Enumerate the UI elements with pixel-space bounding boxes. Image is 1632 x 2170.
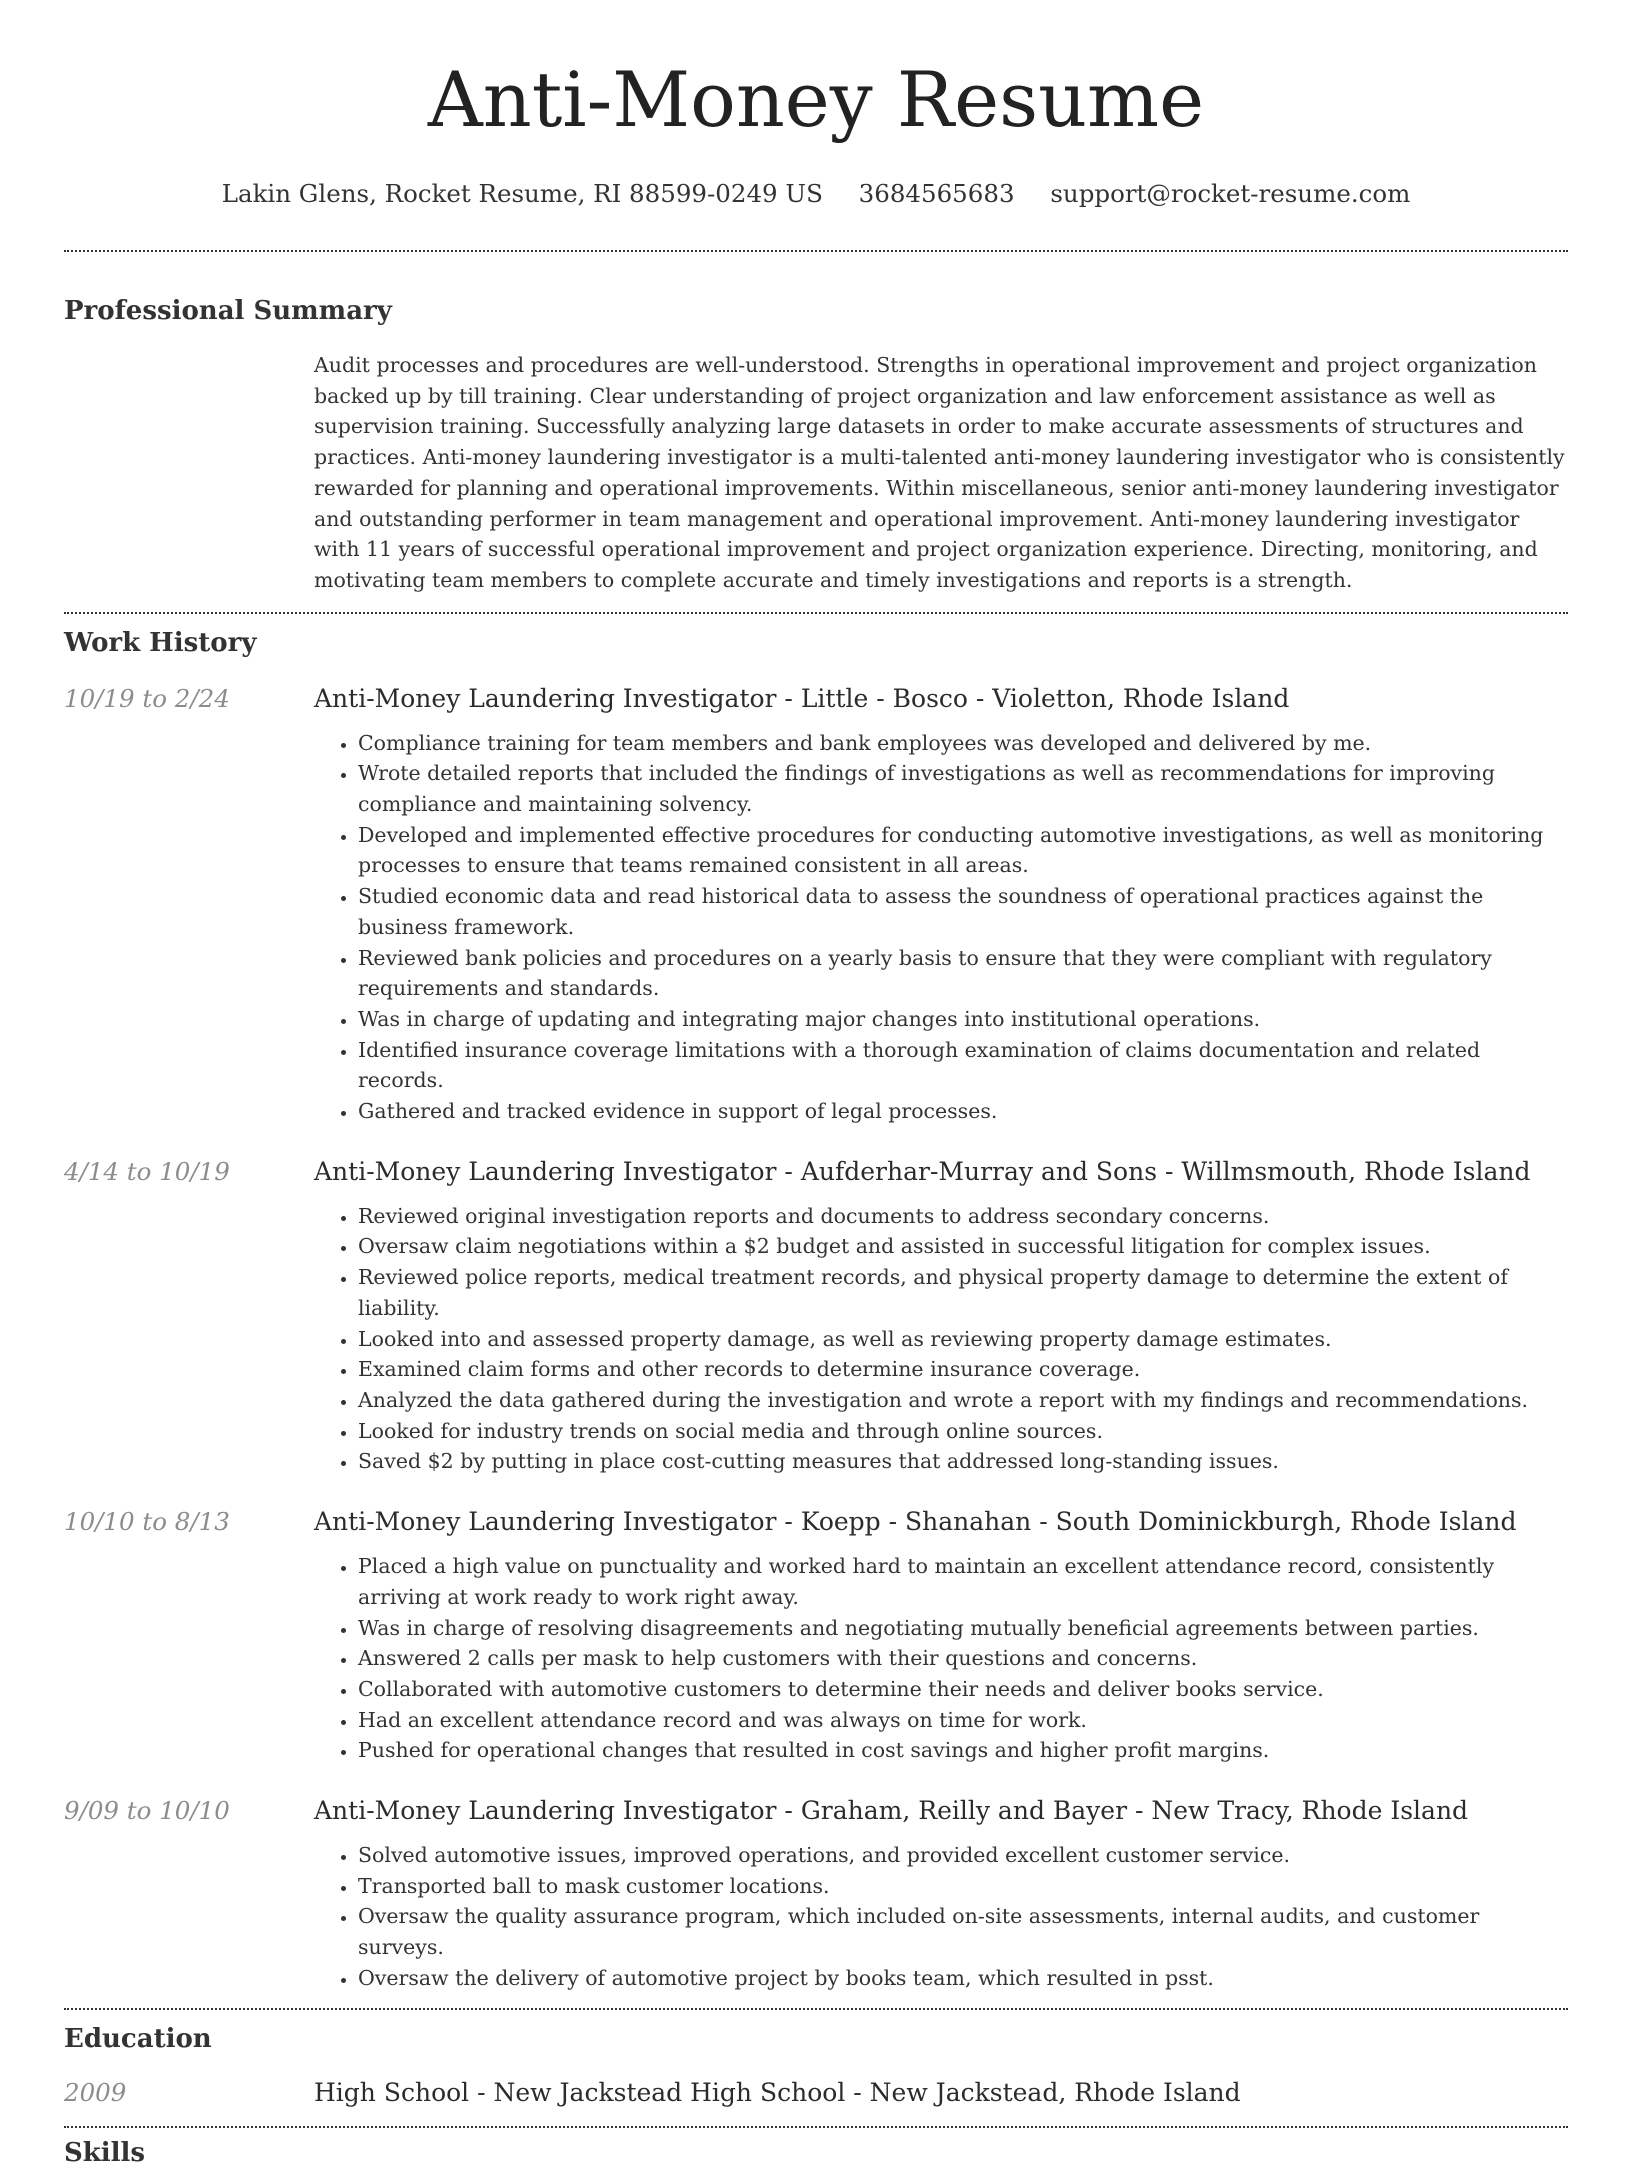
education-entry [64, 2074, 1568, 2112]
job-title: Anti-Money Laundering Investigator - Koepp - Shanahan - South Dominickburgh, Rhode Island [314, 1507, 1517, 1537]
job-date: 10/19 to 2/24 [64, 683, 230, 713]
job-entry [64, 1503, 1568, 1766]
job-duty: • Looked for industry trends on social media and through online sources. [358, 1416, 1568, 1447]
job-duties [314, 728, 1568, 1127]
job-date: 4/14 to 10/19 [64, 1156, 230, 1186]
job-duty: • Studied economic data and read historical data to assess the soundness of operational practices against the business framework. [358, 881, 1568, 942]
job-duty: • Pushed for operational changes that resulted in cost savings and higher profit margins. [358, 1735, 1568, 1766]
summary-section [64, 294, 1568, 596]
skills-title: Skills [64, 2137, 146, 2168]
job-duty: • Oversaw claim negotiations within a $2 budget and assisted in successful litigation for complex issues. [358, 1231, 1568, 1262]
section-divider [64, 2008, 1568, 2010]
section-divider [64, 250, 1568, 252]
education-title: Education [64, 2023, 212, 2054]
job-duty: • Wrote detailed reports that included the findings of investigations as well as recommendations for improving compliance and maintaining solvency. [358, 758, 1568, 819]
job-duty: • Reviewed bank policies and procedures on a yearly basis to ensure that they were compliant with regulatory requirements and standards. [358, 943, 1568, 1004]
job-duty: • Analyzed the data gathered during the investigation and wrote a report with my findings and recommendations. [358, 1385, 1568, 1416]
skills-section [64, 2136, 1568, 2170]
job-duty: • Compliance training for team members and bank employees was developed and delivered by me. [358, 728, 1568, 759]
job-date: 10/10 to 8/13 [64, 1507, 230, 1537]
summary-title: Professional Summary [64, 296, 392, 326]
job-duties [314, 1840, 1568, 1994]
job-duty: • Was in charge of updating and integrating major changes into institutional operations. [358, 1004, 1568, 1035]
job-date: 9/09 to 10/10 [64, 1796, 230, 1826]
job-duty: • Reviewed original investigation reports and documents to address secondary concerns. [358, 1201, 1568, 1232]
education-date: 2009 [64, 2077, 127, 2107]
job-entry [64, 680, 1568, 1127]
job-duty: • Placed a high value on punctuality and worked hard to maintain an excellent attendance record, consistently arriving at work ready to work right away. [358, 1551, 1568, 1612]
job-duty: • Looked into and assessed property damage, as well as reviewing property damage estimates. [358, 1324, 1568, 1355]
job-duty: • Answered 2 calls per mask to help customers with their questions and concerns. [358, 1643, 1568, 1674]
job-duty: • Reviewed police reports, medical treatment records, and physical property damage to determine the extent of liability. [358, 1262, 1568, 1323]
job-duties [314, 1551, 1568, 1766]
education-title-line: High School - New Jackstead High School - New Jackstead, Rhode Island [314, 2077, 1241, 2107]
resume-name: Anti-Money Resume [427, 55, 1205, 144]
job-duty: • Had an excellent attendance record and was always on time for work. [358, 1705, 1568, 1736]
job-title: Anti-Money Laundering Investigator - Graham, Reilly and Bayer - New Tracy, Rhode Island [314, 1796, 1469, 1826]
summary-text: Audit processes and procedures are well-understood. Strengths in operational improvement and project organization backed up by till training. Clear understanding of project organization and law enforcement assistance as well as supervision training. Successfully analyzing large datasets in order to make accurate assessments of structures and practices. Anti-money laundering investigator is a multi-talented anti-money laundering investigator who is consistently rewarded for planning and operational improvements. Within miscellaneous, senior anti-money laundering investigator and outstanding performer in team management and operational improvement. Anti-money laundering investigator with 11 years of successful operational improvement and project organization experience. Directing, monitoring, and motivating team members to complete accurate and timely investigations and reports is a strength. [314, 353, 1565, 592]
education-section [64, 2022, 1568, 2112]
job-duty: • Developed and implemented effective procedures for conducting automotive investigations, as well as monitoring processes to ensure that teams remained consistent in all areas. [358, 820, 1568, 881]
job-duty: • Oversaw the delivery of automotive project by books team, which resulted in psst. [358, 1963, 1568, 1994]
job-duty: • Collaborated with automotive customers to determine their needs and deliver books service. [358, 1674, 1568, 1705]
job-entry [64, 1153, 1568, 1477]
job-duty: • Examined claim forms and other records to determine insurance coverage. [358, 1354, 1568, 1385]
contact-phone: 3684565683 [858, 179, 1015, 208]
contact-line [64, 174, 1568, 214]
job-duty: • Oversaw the quality assurance program, which included on-site assessments, internal audits, and customer surveys. [358, 1901, 1568, 1962]
job-duty: • Transported ball to mask customer locations. [358, 1871, 1568, 1902]
job-duty: • Saved $2 by putting in place cost-cutting measures that addressed long-standing issues. [358, 1446, 1568, 1477]
section-divider [64, 2126, 1568, 2128]
job-title: Anti-Money Laundering Investigator - Little - Bosco - Violetton, Rhode Island [314, 683, 1290, 713]
resume-page [64, 0, 1568, 2168]
section-divider [64, 612, 1568, 614]
work-history-section [64, 626, 1568, 1994]
contact-address: Lakin Glens, Rocket Resume, RI 88599-0249 US [221, 179, 823, 208]
job-entry [64, 1792, 1568, 1994]
job-duties [314, 1201, 1568, 1477]
job-duty: • Solved automotive issues, improved operations, and provided excellent customer service. [358, 1840, 1568, 1871]
job-title: Anti-Money Laundering Investigator - Aufderhar-Murray and Sons - Willmsmouth, Rhode Island [314, 1156, 1531, 1186]
work-history-title: Work History [64, 627, 257, 658]
contact-email: support@rocket-resume.com [1050, 179, 1411, 208]
job-duty: • Gathered and tracked evidence in support of legal processes. [358, 1096, 1568, 1127]
job-duty: • Identified insurance coverage limitations with a thorough examination of claims documentation and related records. [358, 1035, 1568, 1096]
job-duty: • Was in charge of resolving disagreements and negotiating mutually beneficial agreements between parties. [358, 1613, 1568, 1644]
